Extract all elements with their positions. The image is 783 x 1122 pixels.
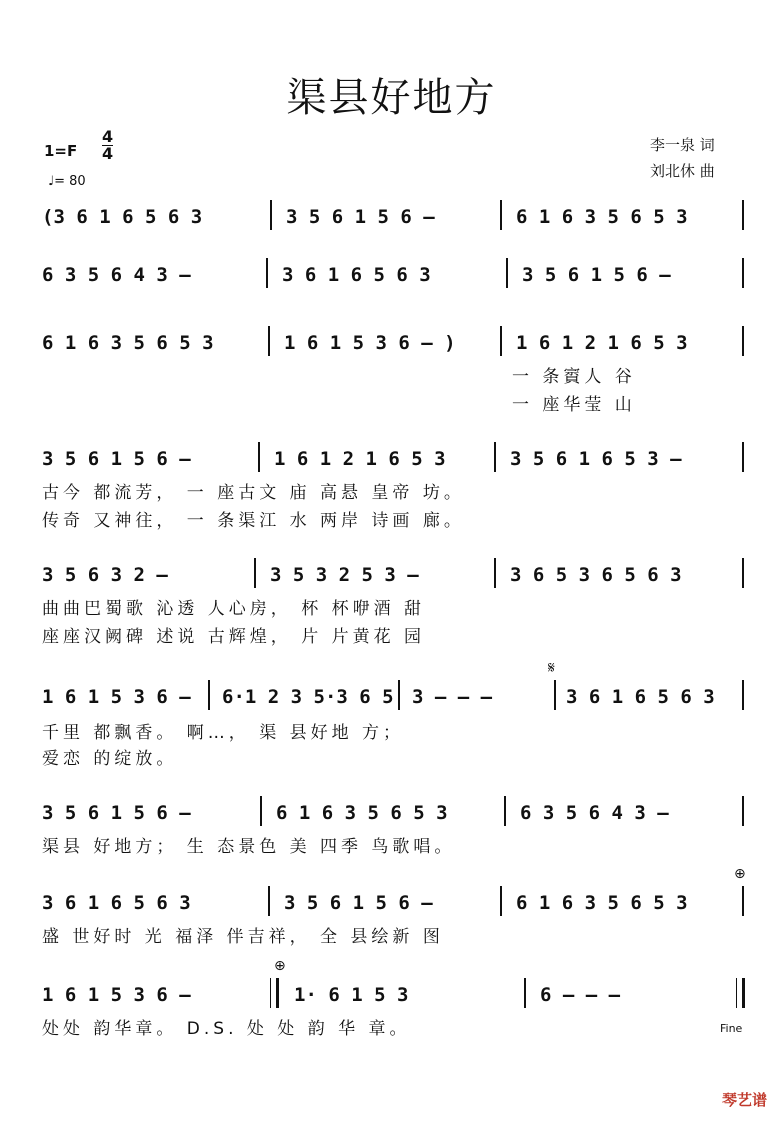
score-row-7 — [42, 802, 748, 826]
lyric-line: 古今 都流芳， 一 座古文 庙 高悬 皇帝 坊。 — [42, 483, 465, 503]
score-row-3 — [42, 332, 748, 356]
measure: 3 5 6 1 5 6 – — [42, 802, 191, 824]
fine-label: Fine — [720, 1022, 743, 1035]
measure: 6 1 6 3 5 6 5 3 — [516, 206, 688, 228]
key-signature: 1=F — [44, 142, 78, 160]
segno-sign: 𝄋 — [548, 658, 555, 677]
measure: 3 6 1 6 5 6 3 — [42, 892, 191, 914]
barline — [270, 978, 271, 1008]
barline — [276, 978, 279, 1008]
barline — [736, 978, 737, 1008]
barline — [254, 558, 256, 588]
score-row-6 — [42, 686, 748, 710]
time-signature — [102, 127, 114, 163]
barline — [742, 258, 744, 288]
measure: 3 5 6 3 2 – — [42, 564, 168, 586]
measure: 1 6 1 5 3 6 – — [42, 984, 191, 1006]
score-row-4 — [42, 448, 748, 472]
barline — [500, 886, 502, 916]
measure: 6 1 6 3 5 6 5 3 — [276, 802, 448, 824]
barline — [494, 558, 496, 588]
measure: 1 6 1 2 1 6 5 3 — [516, 332, 688, 354]
measure: 3 – – – — [412, 686, 493, 708]
measure: 3 6 5 3 6 5 6 3 — [510, 564, 682, 586]
measure: 1 6 1 2 1 6 5 3 — [274, 448, 446, 470]
barline — [554, 680, 556, 710]
coda-sign: ⊕ — [734, 866, 746, 882]
lyricist-credit: 李一泉 词 — [650, 136, 715, 154]
barline — [742, 558, 744, 588]
measure: 3 5 6 1 5 6 – — [42, 448, 191, 470]
score-row-5 — [42, 564, 748, 588]
measure: 6·1 2 3 5·3 6 5 — [222, 686, 394, 708]
barline — [742, 886, 744, 916]
barline — [258, 442, 260, 472]
measure: 1· 6 1 5 3 — [294, 984, 409, 1006]
barline — [742, 442, 744, 472]
lyric-line: 处处 韵华章。 D.S. 处 处 韵 华 章。 — [42, 1019, 411, 1039]
lyric-line: 渠县 好地方； 生 态景色 美 四季 鸟歌唱。 — [42, 837, 456, 857]
measure: 3 5 6 1 5 6 – — [522, 264, 671, 286]
barline — [524, 978, 526, 1008]
measure: 6 3 5 6 4 3 – — [42, 264, 191, 286]
song-title: 渠县好地方 — [286, 75, 497, 121]
barline — [742, 200, 744, 230]
score-row-8 — [42, 892, 748, 916]
barline — [268, 326, 270, 356]
barline — [208, 680, 210, 710]
measure: (3 6 1 6 5 6 3 — [42, 206, 203, 228]
barline — [260, 796, 262, 826]
barline — [742, 680, 744, 710]
barline — [500, 200, 502, 230]
measure: 6 1 6 3 5 6 5 3 — [516, 892, 688, 914]
barline — [398, 680, 400, 710]
lyric-line: 传奇 又神往， 一 条渠江 水 两岸 诗画 廊。 — [42, 511, 465, 531]
composer-credit: 刘北休 曲 — [650, 162, 715, 180]
barline — [742, 978, 745, 1008]
score-row-1 — [42, 206, 748, 230]
measure: 6 3 5 6 4 3 – — [520, 802, 669, 824]
time-denominator: 4 — [102, 144, 114, 163]
coda-sign: ⊕ — [274, 958, 286, 974]
barline — [268, 886, 270, 916]
lyric-line: 一 条賨人 谷 — [512, 367, 636, 387]
barline — [270, 200, 272, 230]
barline — [266, 258, 268, 288]
lyric-line: 座座汉阙碑 述说 古辉煌， 片 片黄花 园 — [42, 627, 426, 647]
lyric-line: 一 座华莹 山 — [512, 395, 636, 415]
score-row-9 — [42, 984, 748, 1008]
measure: 3 5 6 1 6 5 3 – — [510, 448, 682, 470]
barline — [742, 796, 744, 826]
measure: 3 6 1 6 5 6 3 — [282, 264, 431, 286]
barline — [500, 326, 502, 356]
barline — [494, 442, 496, 472]
barline — [506, 258, 508, 288]
score-row-2 — [42, 264, 748, 288]
measure: 3 5 3 2 5 3 – — [270, 564, 419, 586]
measure: 3 5 6 1 5 6 – — [284, 892, 433, 914]
publisher-logo: 琴艺谱 — [721, 1091, 767, 1109]
measure: 6 – – – — [540, 984, 621, 1006]
lyric-line: 千里 都飘香。 啊…， 渠 县好地 方； — [42, 723, 405, 743]
measure: 1 6 1 5 3 6 – — [42, 686, 191, 708]
measure: 3 6 1 6 5 6 3 — [566, 686, 715, 708]
lyric-line: 爱恋 的绽放。 — [42, 749, 178, 769]
barline — [742, 326, 744, 356]
barline — [504, 796, 506, 826]
measure: 1 6 1 5 3 6 – ) — [284, 332, 456, 354]
measure: 6 1 6 3 5 6 5 3 — [42, 332, 214, 354]
time-numerator: 4 — [102, 127, 114, 146]
lyric-line: 盛 世好时 光 福泽 伴吉祥， 全 县绘新 图 — [42, 927, 444, 947]
tempo-marking: ♩= 80 — [48, 174, 86, 189]
measure: 3 5 6 1 5 6 – — [286, 206, 435, 228]
lyric-line: 曲曲巴蜀歌 沁透 人心房， 杯 杯咿酒 甜 — [42, 599, 426, 619]
